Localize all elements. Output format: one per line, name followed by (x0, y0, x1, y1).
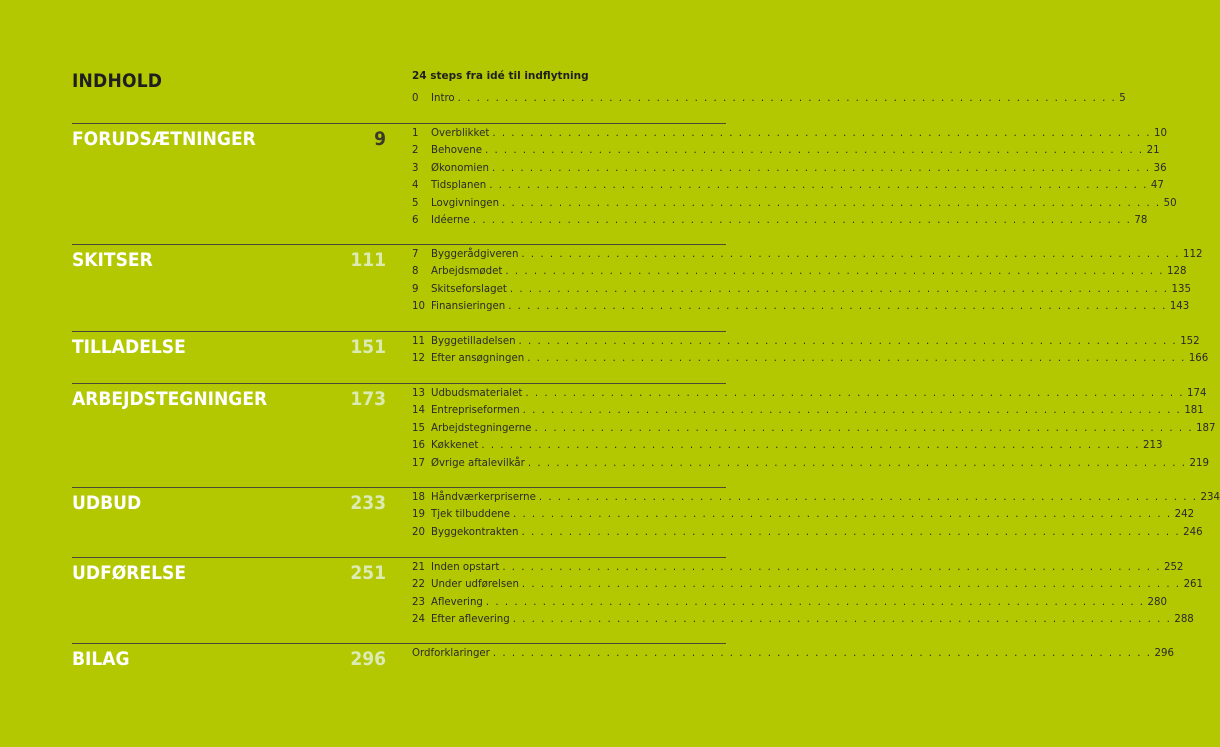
toc-entry-page: 5 (1119, 93, 1126, 104)
dot-leader: . . . . . . . . . . . . . . . . . . . . . . . . . . . . . . . . . . . . . . . . . . . . . . . . . . . . . . . . . . . . . . . . . . . . . . (527, 353, 1186, 365)
toc-entry-page: 242 (1174, 509, 1195, 521)
dot-leader: . . . . . . . . . . . . . . . . . . . . . . . . . . . . . . . . . . . . . . . . . . . . . . . . . . . . . . . . . . . . . . . . . . . . . . (509, 283, 1169, 295)
toc-entry[interactable] (412, 336, 1200, 353)
section-page-number: 251 (350, 562, 386, 584)
toc-entry[interactable] (412, 562, 1184, 579)
toc-entry-label: Tidsplanen (431, 180, 487, 192)
toc-entry-page: 181 (1184, 405, 1204, 417)
toc-entry[interactable] (412, 249, 1203, 266)
toc-entry[interactable] (412, 215, 1148, 232)
toc-entry-page: 174 (1187, 388, 1207, 399)
toc-entry-label: Intro (431, 93, 455, 104)
dot-leader: . . . . . . . . . . . . . . . . . . . . . . . . . . . . . . . . . . . . . . . . . . . . . . . . . . . . . . . . . . . . . . . . . . . . . . (512, 509, 1172, 521)
toc-entry-page: 152 (1180, 336, 1200, 347)
toc-entry-number: 16 (412, 440, 425, 452)
toc-entry[interactable] (412, 301, 1190, 318)
toc-entry[interactable] (412, 180, 1164, 197)
dot-leader: . . . . . . . . . . . . . . . . . . . . . . . . . . . . . . . . . . . . . . . . . . . . . . . . . . . . . . . . . . . . . . . . . . . . . . (492, 128, 1151, 139)
toc-entry-number: 17 (412, 457, 425, 469)
dot-leader: . . . . . . . . . . . . . . . . . . . . . . . . . . . . . . . . . . . . . . . . . . . . . . . . . . . . . . . . . . . . . . . . . . . . . . (538, 492, 1198, 503)
dot-leader: . . . . . . . . . . . . . . . . . . . . . . . . . . . . . . . . . . . . . . . . . . . . . . . . . . . . . . . . . . . . . . . . . . . . . . (521, 249, 1181, 260)
toc-entry-number: 0 (412, 93, 419, 104)
dot-leader: . . . . . . . . . . . . . . . . . . . . . . . . . . . . . . . . . . . . . . . . . . . . . . . . . . . . . . . . . . . . . . . . . . . . . . (502, 197, 1161, 209)
dot-leader: . . . . . . . . . . . . . . . . . . . . . . . . . . . . . . . . . . . . . . . . . . . . . . . . . . . . . . . . . . . . . . . . . . . . . . (527, 457, 1187, 469)
toc-entry-number: 20 (412, 526, 425, 538)
toc-entry-label: Udbudsmaterialet (431, 388, 523, 399)
toc-entry[interactable] (412, 440, 1163, 457)
section-divider (72, 244, 726, 245)
toc-entry[interactable] (412, 596, 1167, 614)
toc-entry-label: Arbejdstegningerne (431, 422, 532, 434)
toc-entry-number: 19 (412, 509, 425, 521)
toc-entry-label: Idéerne (431, 215, 470, 226)
dot-leader: . . . . . . . . . . . . . . . . . . . . . . . . . . . . . . . . . . . . . . . . . . . . . . . . . . . . . . . . . . . . . . . . . . . . . . (484, 145, 1144, 157)
toc-entry-label: Øvrige aftalevilkår (431, 457, 525, 469)
toc-entry[interactable] (412, 492, 1220, 509)
toc-entry-page: 296 (1154, 648, 1174, 659)
toc-entry-page: 288 (1174, 614, 1194, 626)
toc-entry-label: Skitseforslaget (431, 283, 507, 295)
section-title[interactable]: TILLADELSE (72, 336, 186, 358)
toc-entry-number: 3 (412, 162, 419, 174)
toc-entry[interactable] (412, 422, 1216, 440)
toc-entry-page: 135 (1171, 283, 1191, 295)
toc-entry-page: 234 (1200, 492, 1220, 503)
dot-leader: . . . . . . . . . . . . . . . . . . . . . . . . . . . . . . . . . . . . . . . . . . . . . . . . . . . . . . . . . . . . . . . . . . . . . . (457, 93, 1117, 104)
toc-entry[interactable] (412, 388, 1207, 405)
section-divider (72, 487, 726, 488)
toc-entry-page: 213 (1142, 440, 1163, 452)
toc-entry[interactable] (412, 128, 1167, 145)
dot-leader: . . . . . . . . . . . . . . . . . . . . . . . . . . . . . . . . . . . . . . . . . . . . . . . . . . . . . . . . . . . . . . . . . . . . . . (505, 266, 1165, 278)
dot-leader: . . . . . . . . . . . . . . . . . . . . . . . . . . . . . . . . . . . . . . . . . . . . . . . . . . . . . . . . . . . . . . . . . . . . . . (491, 162, 1151, 174)
toc-entry-page: 21 (1146, 145, 1160, 157)
section-page-number: 173 (350, 388, 386, 410)
toc-entry-label: Lovgivningen (431, 197, 500, 209)
dot-leader: . . . . . . . . . . . . . . . . . . . . . . . . . . . . . . . . . . . . . . . . . . . . . . . . . . . . . . . . . . . . . . . . . . . . . . (485, 596, 1145, 608)
toc-entry-page: 47 (1150, 180, 1164, 192)
page-title: INDHOLD (72, 70, 163, 92)
toc-entry-number: 18 (412, 492, 425, 503)
toc-entry-number: 5 (412, 197, 419, 209)
section-title[interactable]: UDBUD (72, 492, 142, 514)
toc-entry-page: 36 (1153, 162, 1167, 174)
toc-entry-number: 21 (412, 562, 425, 573)
toc-entry[interactable] (412, 579, 1204, 596)
toc-entry[interactable] (412, 614, 1194, 631)
toc-entry-page: 10 (1153, 128, 1167, 139)
toc-entry-page: 187 (1196, 422, 1216, 434)
toc-entry-page: 252 (1163, 562, 1184, 573)
toc-entry[interactable] (412, 648, 1174, 665)
toc-entry-label: Køkkenet (431, 440, 479, 452)
toc-entry-number: 22 (412, 579, 425, 591)
toc-entry[interactable] (412, 266, 1187, 283)
section-page-number: 111 (350, 249, 386, 271)
dot-leader: . . . . . . . . . . . . . . . . . . . . . . . . . . . . . . . . . . . . . . . . . . . . . . . . . . . . . . . . . . . . . . . . . . . . . . (521, 526, 1181, 538)
toc-entry[interactable] (412, 197, 1177, 215)
section-divider (72, 643, 726, 644)
section-divider (72, 331, 726, 332)
section-divider (72, 557, 726, 558)
dot-leader: . . . . . . . . . . . . . . . . . . . . . . . . . . . . . . . . . . . . . . . . . . . . . . . . . . . . . . . . . . . . . . . . . . . . . . (518, 336, 1178, 347)
section-page-number: 233 (350, 492, 386, 514)
dot-leader: . . . . . . . . . . . . . . . . . . . . . . . . . . . . . . . . . . . . . . . . . . . . . . . . . . . . . . . . . . . . . . . . . . . . . . (489, 180, 1148, 192)
toc-entry-number: 8 (412, 266, 419, 278)
toc-entry-page: 166 (1188, 353, 1209, 365)
toc-entry-page: 78 (1134, 215, 1148, 226)
toc-entry-label: Håndværkerpriserne (431, 492, 536, 503)
toc-entry-label: Under udførelsen (431, 579, 519, 591)
toc-entry-label: Overblikket (431, 128, 490, 139)
toc-entry-label: Finansieringen (431, 301, 506, 313)
toc-entry-page: 143 (1169, 301, 1190, 313)
toc-entry-label: Behovene (431, 145, 482, 157)
dot-leader: . . . . . . . . . . . . . . . . . . . . . . . . . . . . . . . . . . . . . . . . . . . . . . . . . . . . . . . . . . . . . . . . . . . . . . (508, 301, 1167, 313)
dot-leader: . . . . . . . . . . . . . . . . . . . . . . . . . . . . . . . . . . . . . . . . . . . . . . . . . . . . . . . . . . . . . . . . . . . . . . (492, 648, 1152, 659)
section-title[interactable]: BILAG (72, 648, 130, 670)
toc-entry[interactable] (412, 353, 1209, 370)
toc-entry-number: 10 (412, 301, 425, 313)
toc-entry-number: 4 (412, 180, 419, 192)
toc-entry[interactable] (412, 405, 1204, 422)
toc-entry[interactable] (412, 283, 1191, 301)
toc-entry-page: 246 (1183, 526, 1203, 538)
toc-entry[interactable] (412, 162, 1167, 180)
toc-entry-number: 13 (412, 388, 425, 399)
toc-entry-number: 6 (412, 215, 419, 226)
section-divider (72, 123, 726, 124)
section-title[interactable]: SKITSER (72, 249, 153, 271)
toc-entry-label: Arbejdsmødet (431, 266, 503, 278)
toc-entry[interactable] (412, 526, 1203, 544)
toc-entry-number: 9 (412, 283, 419, 295)
toc-entry-page: 219 (1189, 457, 1209, 469)
section-page-number: 9 (374, 128, 386, 150)
dot-leader: . . . . . . . . . . . . . . . . . . . . . . . . . . . . . . . . . . . . . . . . . . . . . . . . . . . . . . . . . . . . . . . . . . . . . . (502, 562, 1161, 573)
toc-entry-number: 1 (412, 128, 419, 139)
section-title[interactable]: FORUDSÆTNINGER (72, 128, 256, 150)
toc-entry-label: Efter aflevering (431, 614, 510, 626)
dot-leader: . . . . . . . . . . . . . . . . . . . . . . . . . . . . . . . . . . . . . . . . . . . . . . . . . . . . . . . . . . . . . . . . . . . . . . (481, 440, 1140, 452)
toc-entry-page: 112 (1183, 249, 1203, 260)
toc-entry-number: 24 (412, 614, 425, 626)
toc-entry-label: Inden opstart (431, 562, 500, 573)
toc-entry-label: Byggekontrakten (431, 526, 519, 538)
toc-entry[interactable] (412, 93, 1126, 110)
toc-entry-page: 128 (1167, 266, 1187, 278)
toc-entry-number: 2 (412, 145, 419, 157)
section-title[interactable]: ARBEJDSTEGNINGER (72, 388, 268, 410)
toc-entry-number: 15 (412, 422, 425, 434)
toc-entry-label: Ordforklaringer (412, 648, 490, 659)
dot-leader: . . . . . . . . . . . . . . . . . . . . . . . . . . . . . . . . . . . . . . . . . . . . . . . . . . . . . . . . . . . . . . . . . . . . . . (472, 215, 1132, 226)
toc-entry-number: 11 (412, 336, 425, 347)
toc-entry[interactable] (412, 145, 1160, 162)
dot-leader: . . . . . . . . . . . . . . . . . . . . . . . . . . . . . . . . . . . . . . . . . . . . . . . . . . . . . . . . . . . . . . . . . . . . . . (522, 405, 1182, 417)
toc-entry-number: 7 (412, 249, 419, 260)
toc-subtitle: 24 steps fra idé til indflytning (412, 70, 589, 82)
dot-leader: . . . . . . . . . . . . . . . . . . . . . . . . . . . . . . . . . . . . . . . . . . . . . . . . . . . . . . . . . . . . . . . . . . . . . . (525, 388, 1185, 399)
toc-entry[interactable] (412, 509, 1195, 526)
toc-entry-label: Økonomien (431, 162, 489, 174)
toc-entry-label: Byggetilladelsen (431, 336, 516, 347)
toc-entry-number: 23 (412, 596, 425, 608)
section-page-number: 151 (350, 336, 386, 358)
dot-leader: . . . . . . . . . . . . . . . . . . . . . . . . . . . . . . . . . . . . . . . . . . . . . . . . . . . . . . . . . . . . . . . . . . . . . . (534, 422, 1194, 434)
toc-entry-number: 14 (412, 405, 425, 417)
toc-entry[interactable] (412, 457, 1209, 475)
toc-entry-label: Efter ansøgningen (431, 353, 525, 365)
toc-entry-label: Aflevering (431, 596, 483, 608)
toc-entry-label: Entrepriseformen (431, 405, 520, 417)
section-divider (72, 383, 726, 384)
toc-entry-label: Byggerådgiveren (431, 249, 519, 260)
toc-entry-page: 261 (1183, 579, 1204, 591)
toc-entry-label: Tjek tilbuddene (431, 509, 510, 521)
toc-entry-number: 12 (412, 353, 425, 365)
dot-leader: . . . . . . . . . . . . . . . . . . . . . . . . . . . . . . . . . . . . . . . . . . . . . . . . . . . . . . . . . . . . . . . . . . . . . . (521, 579, 1181, 591)
section-title[interactable]: UDFØRELSE (72, 562, 187, 584)
toc-entry-page: 280 (1147, 596, 1167, 608)
toc-entry-page: 50 (1163, 197, 1177, 209)
dot-leader: . . . . . . . . . . . . . . . . . . . . . . . . . . . . . . . . . . . . . . . . . . . . . . . . . . . . . . . . . . . . . . . . . . . . . . (512, 614, 1172, 626)
section-page-number: 296 (350, 648, 386, 670)
